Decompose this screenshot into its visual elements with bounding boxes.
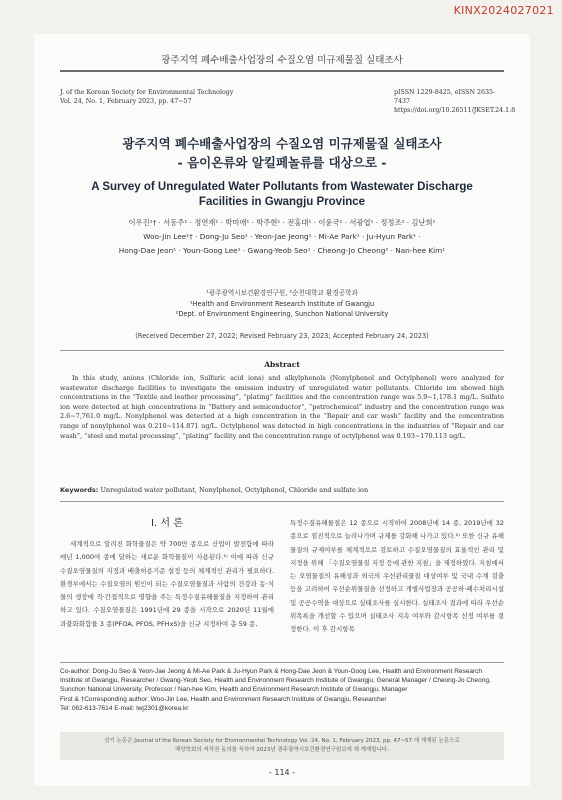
affiliation-english-1: ¹Health and Environment Research Institute of Gwangju [189,299,375,308]
keywords-text: Unregulated water pollutant, Nonylphenol, Octylphenol, Chloride and sulfate ion [100,486,369,494]
journal-volume: Vol. 24, No. 1, February 2023, pp. 47~57 [60,98,192,105]
footnote-corresponding: First & †Corresponding author: Woo-Jin Lee, Health and Environment Research Institute of Gwangju, Researcher [60,695,387,703]
title-korean-line2: - 음이온류와 알킬페놀류를 대상으로 - [177,155,387,170]
footnote-rule [60,662,504,663]
title-english-line1: A Survey of Unregulated Water Pollutants from Wastewater Discharge [91,181,473,193]
title-korean [34,134,530,172]
received-dates: (Received December 27, 2022; Revised February 23, 2023; Accepted February 24, 2023) [135,332,429,340]
running-head: 광주지역 폐수배출사업장의 수질오염 미규제물질 실태조사 [161,55,403,66]
intro-column-left: 세계적으로 알려진 화학물질은 약 700만 종으로 산업이 발전함에 따라 매년 1,000여 종에 달하는 새로운 화학물질이 사용된다.¹⁾ 이에 따라 신규 수질오염물질의 지정과 배출허용기준 설정 등의 체계적인 관리가 필요하다. 환경부에서는 수질오염의 원인이 되는 수질오염물질과 사람의 건강과 동·식물의 생장에 직·간접적으로 영향을 주는 특정수질유해물질을 지정하여 관리하고 있다. 수질오염물질은 1991년에 29 종을 시작으로 2020년 11월에 과불화화합물 3 종(PFOA, PFOS, PFHxS)을 신규 지정하여 총 59 종, [60,540,274,628]
kinx-id-label: KINX2024027021 [453,4,554,17]
journal-info-right [394,88,516,115]
keywords-label: Keywords: [60,486,99,494]
footnote-contact: Tel: 062-613-7614 E-mail: lwj2301@korea.kr [60,704,189,712]
title-english-line2: Facilities in Gwangju Province [198,196,366,208]
footnote-coauthors: Co-author: Dong-Ju Seo & Yeon-Jae Jeong & Mi-Ae Park & Ju-Hyun Park & Hong-Dae Jeon & Youn-Goog Lee, Health and Environment Research Institute of Gwangju, Researcher / Gwang-Yeob Seo, Health and Environment Research Institute of Gwangju, General Manager / Cheong-Jo Cheong, Sunchon National University, Professor / Nan-hee Kim, Health and Environment Research Institute of Gwangju, Manager [60,668,491,694]
journal-doi: https://doi.org/10.26511/JKSET.24.1.8 [394,107,516,114]
intro-column-right: 특정수질유해물질은 12 종으로 시작하여 2008년에 14 종, 2019년에 32 종으로 점진적으로 늘려나가며 규제를 강화해 나가고 있다.²⁾ 또한 신규 유해물질의 규제여부를 체계적으로 검토하고 수질오염물질의 효율적인 관리 및 지정을 위해 「수질오염물질 지정 등에 관한 지침」을 제정하였다. 지침에서는 오염물질의 유해성과 외국의 우선관리물질 대상여부 및 국내 수계 검출 등을 고려하여 우선순위물질을 선정하고 개별사업장과 공공하·폐수처리시설 및 공공수역을 대상으로 실태조사를 실시한다. 실태조사 결과에 따라 우선순위목록을 개선할 수 있으며 실태조사 지속 여부와 감시항목 선정 여부를 결정한다. 이 후 감시항목 [290,519,504,634]
journal-name: J. of the Korean Society for Environmental Technology [60,89,234,96]
header-rule [60,70,504,72]
title-english [34,180,530,210]
authors-english-line2: Hong-Dae Jeon¹ · Youn-Goog Lee¹ · Gwang-Yeob Seo¹ · Cheong-Jo Cheong² · Nan-hee Kim¹ [118,246,446,255]
reprint-notice-line1: 상기 논문은 Journal of the Korean Society for Environmental Technology Vol. 24, No. 1, February 2023, pp. 47~57 에 게재된 논문으로 [104,738,460,744]
affiliation-english-2: ²Dept. of Environment Engineering, Sunchon National University [175,310,389,318]
page-number: - 114 - [268,768,296,777]
footnote [60,667,504,713]
reprint-notice-line2: 해당학회의 저작권 동의를 득하여 2023년 광주광역시보건환경연구원보에 재 게재합니다. [175,747,389,753]
affiliation-korean: ¹광주광역시보건환경연구원, ²순천대학교 환경공학과 [206,289,358,297]
abstract-rule-top [60,350,504,351]
abstract-heading: Abstract [264,360,300,369]
section-title-introduction: Ⅰ. 서 론 [151,518,183,529]
affiliations [34,288,530,320]
reprint-notice [60,732,504,760]
abstract-rule-bottom [60,501,504,502]
authors-english-line1: Woo-Jin Lee¹† · Dong-Ju Seo¹ · Yeon-Jae Jeong¹ · Mi-Ae Park¹ · Ju-Hyun Park¹ · [143,232,421,241]
authors-korean: 이우진¹† · 서동주¹ · 정연재¹ · 박미애¹ · 박주현¹ · 전홍대¹ · 이윤국¹ · 서광엽¹ · 정정조² · 김난희¹ [128,218,436,227]
author-list [64,216,500,258]
paper-page [34,34,530,786]
keywords [60,486,504,494]
journal-issn: pISSN 1229-8425, eISSN 2635-7437 [394,89,496,105]
journal-info-left [60,88,233,106]
title-korean-line1: 광주지역 폐수배출사업장의 수질오염 미규제물질 실태조사 [122,136,442,151]
abstract-text: In this study, anions (Chloride ion, Sulfuric acid ions) and alkylphenols (Nonylphenol and Octylphenol) were analyzed for wastewater discharge facilities to investigate the emission industry of unregulated water pollutants. Chloride ion showed high concentrations in the “Textile and leather processing”, “plating” facilities and the concentration range was 5.9~1,178.1 mg/L. Sulfate ion were detected at high concentrations in “Battery and semiconductor”, “petrochemical” industry and the concentration range was 2.6~7,761.0 mg/L. Nonylphenol was detected at a high concentration in the “Repair and car wash” facility and the concentration range of nonylphenol was 0.210~114.871 ug/L. Octylphenol was detected in high concentrations in the industries of “Repair and car wash”, “steel and metal processing”, “plating” facility and the concentration range of octylphenol was 0.193~170.113 ug/L. [60,374,504,440]
